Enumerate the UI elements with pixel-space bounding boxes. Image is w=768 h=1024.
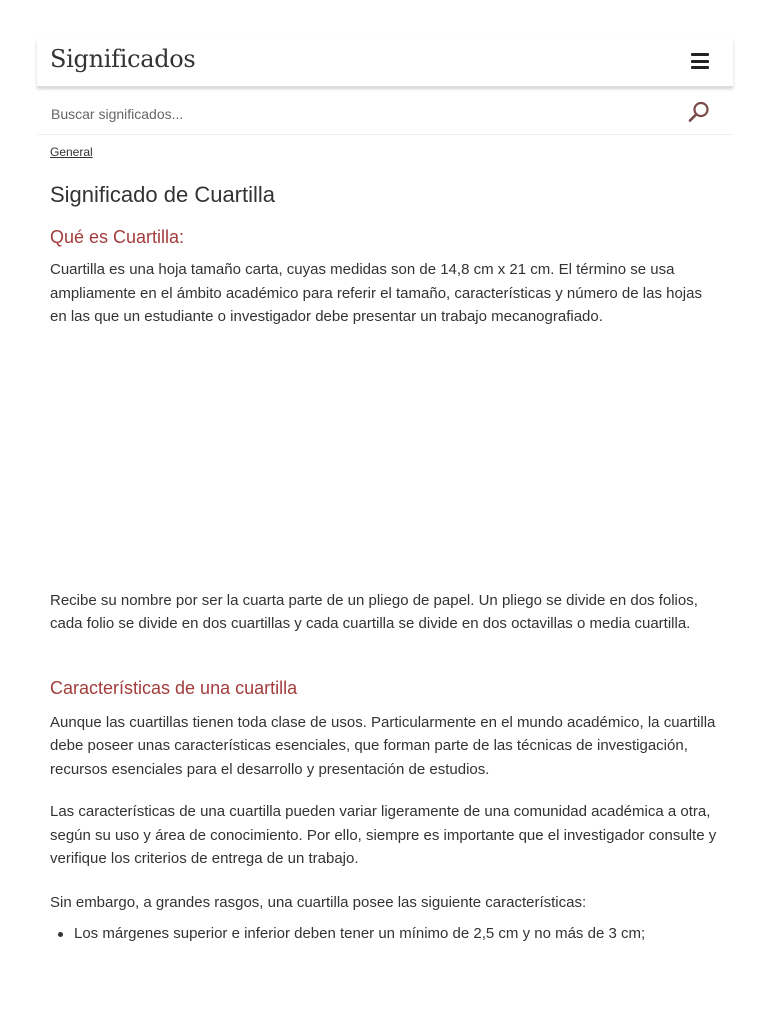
paragraph: Las características de una cuartilla pueden variar ligeramente de una comunidad académica a otra, según su uso y área de conocimiento. Por ello, siempre es importante que el investigador consulte y verifique los criterios de entrega de un trabajo. — [50, 803, 717, 867]
section-heading-caracteristicas: Características de una cuartilla — [50, 677, 298, 698]
site-logo[interactable]: Significados — [50, 45, 196, 73]
characteristics-list — [56, 922, 722, 945]
article-content — [50, 143, 722, 945]
ad-placeholder — [50, 329, 722, 589]
paragraph: Cuartilla es una hoja tamaño carta, cuyas medidas son de 14,8 cm x 21 cm. El término se usa ampliamente en el ámbito académico para referir el tamaño, características y número de las hojas en las que un estudiante o investigador debe presentar un trabajo mecanografiado. — [50, 261, 702, 325]
page-title: Significado de Cuartilla — [50, 182, 276, 207]
search-input[interactable] — [51, 97, 671, 131]
paragraph: Sin embargo, a grandes rasgos, una cuartilla posee las siguiente características: — [50, 893, 587, 911]
paragraph: Aunque las cuartillas tienen toda clase de usos. Particularmente en el mundo académico, la cuartilla debe poseer unas características esenciales, que forman parte de las técnicas de investigación, recursos esenciales para el desarrollo y presentación de estudios. — [50, 713, 716, 778]
paragraph: Recibe su nombre por ser la cuarta parte de un pliego de papel. Un pliego se divide en dos folios, cada folio se divide en dos cuartillas y cada cuartilla se divide en dos octavillas o media cuartilla. — [50, 591, 698, 632]
search-icon[interactable] — [687, 100, 711, 124]
breadcrumb-link-general[interactable]: General — [50, 145, 93, 159]
list-item: Los márgenes superior e inferior deben tener un mínimo de 2,5 cm y no más de 3 cm; — [56, 922, 722, 945]
site-header — [37, 39, 733, 87]
section-heading-que-es: Qué es Cuartilla: — [50, 227, 185, 247]
hamburger-menu-icon[interactable] — [691, 53, 711, 71]
search-bar — [37, 93, 733, 135]
